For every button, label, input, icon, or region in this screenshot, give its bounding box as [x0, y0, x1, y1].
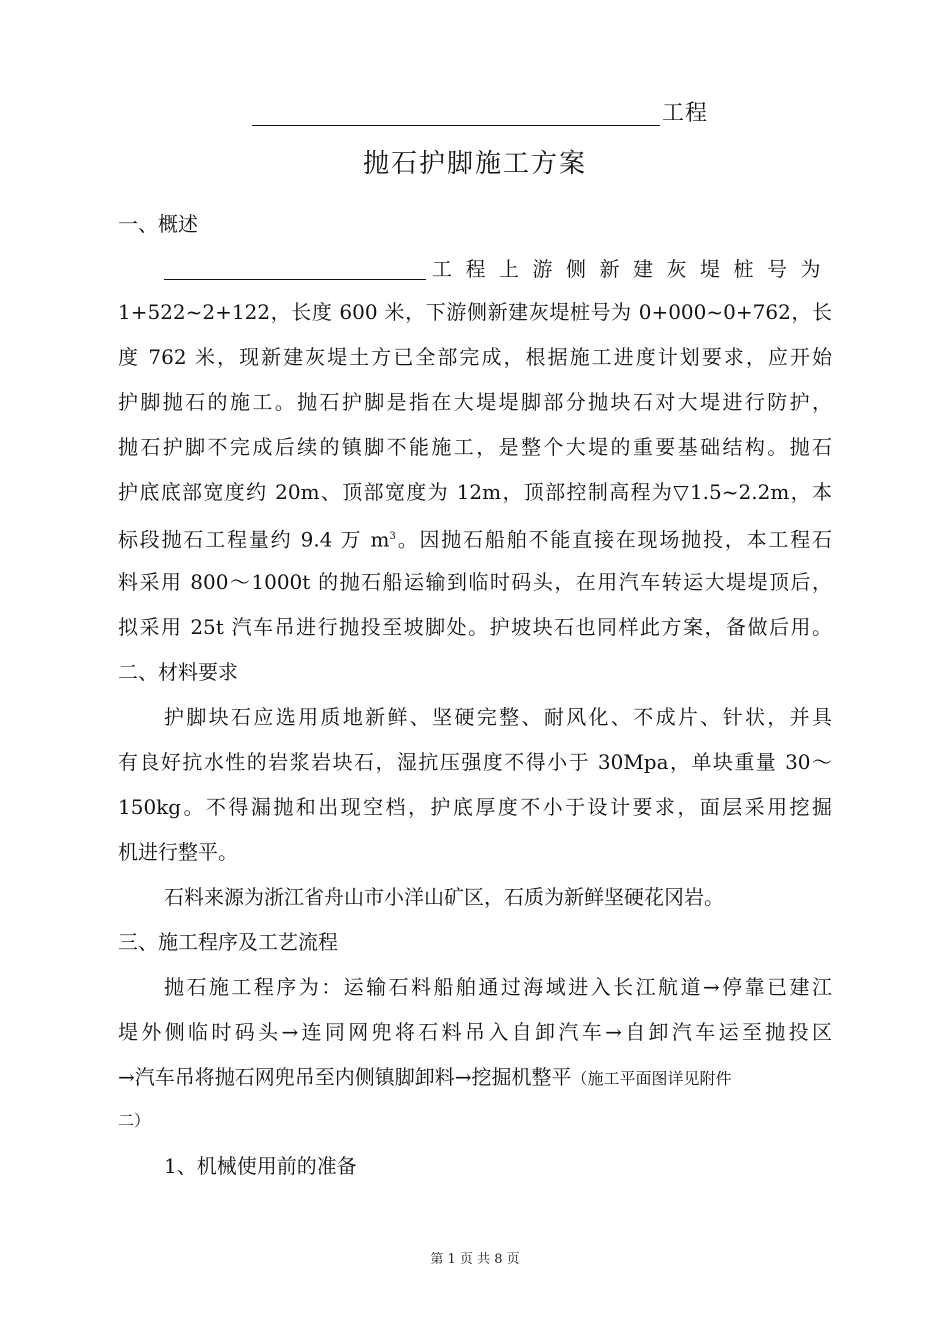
section-1-line-5: 抛石护脚不完成后续的镇脚不能施工，是整个大堤的重要基础结构。抛石	[118, 435, 832, 459]
project-name-blank[interactable]	[252, 125, 660, 126]
section-2-line-1: 护脚块石应选用质地新鲜、坚硬完整、耐风化、不成片、针状，并具	[164, 705, 832, 729]
project-name-inline-blank[interactable]	[164, 257, 426, 280]
project-name-line	[252, 92, 722, 128]
section-2-line-5: 石料来源为浙江省舟山市小洋山矿区，石质为新鲜坚硬花冈岩。	[164, 885, 724, 909]
section-1-line-6: 护底底部宽度约 20m、顶部宽度为 12m，顶部控制高程为▽1.5~2.2m，本	[118, 480, 832, 504]
section-2-heading: 二、材料要求	[118, 660, 238, 684]
section-2-line-2: 有良好抗水性的岩浆岩块石，湿抗压强度不得小于 30Mpa，单块重量 30～	[118, 750, 832, 774]
quantity-text: 标段抛石工程量约 9.4 万 m	[118, 527, 390, 552]
cubic-superscript: 3	[389, 531, 396, 542]
subsection-1-heading: 1、机械使用前的准备	[164, 1154, 357, 1178]
section-1-line-7-rest: 。因抛石船舶不能直接在现场抛投，本工程石	[395, 527, 833, 552]
section-3-line-3	[118, 1062, 732, 1092]
section-3-line-3-note: （施工平面图详见附件	[571, 1069, 732, 1088]
section-1-line-2: 1+522~2+122，长度 600 米，下游侧新建灰堤桩号为 0+000~0+762，长	[118, 300, 832, 324]
section-1-line-9: 拟采用 25t 汽车吊进行抛投至坡脚处。护坡块石也同样此方案，备做后用。	[118, 615, 832, 639]
document-title: 抛石护脚施工方案	[362, 149, 587, 179]
section-3-line-3-text: →汽车吊将抛石网兜吊至内侧镇脚卸料→挖掘机整平	[118, 1065, 572, 1089]
section-3-line-2: 堤外侧临时码头→连同网兜将石料吊入自卸汽车→自卸汽车运至抛投区	[118, 1020, 832, 1044]
section-1-line-1	[118, 254, 834, 284]
section-1-line-7	[118, 522, 832, 552]
section-2-line-4: 机进行整平。	[118, 840, 238, 864]
section-1-heading: 一、概述	[118, 212, 198, 236]
section-1-line-4: 护脚抛石的施工。抛石护脚是指在大堤堤脚部分抛块石对大堤进行防护，	[118, 390, 832, 414]
section-2-line-3: 150kg。不得漏抛和出现空档，护底厚度不小于设计要求，面层采用挖掘	[118, 795, 832, 819]
project-suffix: 工程	[662, 101, 709, 126]
section-3-line-1: 抛石施工程序为：运输石料船舶通过海域进入长江航道→停靠已建江	[164, 975, 832, 999]
page-footer: 第 1 页 共 8 页	[430, 1252, 520, 1267]
section-3-heading: 三、施工程序及工艺流程	[118, 930, 338, 954]
section-3-line-4: 二）	[118, 1111, 151, 1130]
section-1-line-3: 度 762 米，现新建灰堤土方已全部完成，根据施工进度计划要求，应开始	[118, 345, 832, 369]
section-1-line-8: 料采用 800～1000t 的抛石船运输到临时码头，在用汽车转运大堤堤顶后，	[118, 570, 832, 594]
section-1-line-1-text: 工程上游侧新建灰堤桩号为	[432, 257, 834, 281]
